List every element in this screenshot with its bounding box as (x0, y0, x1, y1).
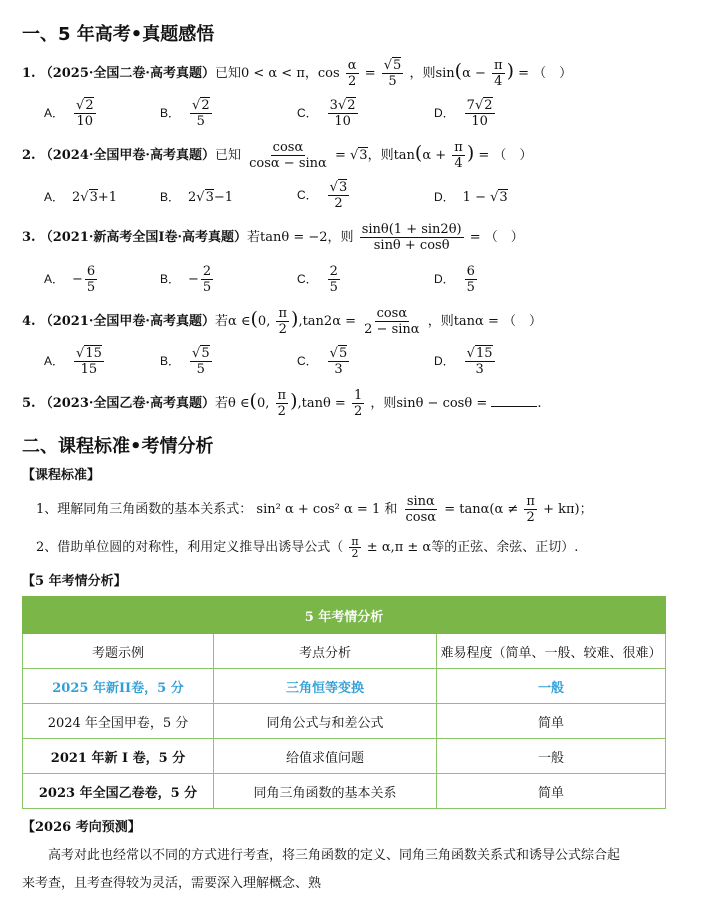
question-2: 2. （2024·全国甲卷·高考真题）已知 $\frac{\cos\alpha}{\cos\alpha - \sin\alpha}$ = √3，则tan(α + $\frac{\pi}{4}$ ) = （ ） (22, 140, 533, 171)
standard-item-2: 2、借助单位圆的对称性，利用定义推导出诱导公式（ $\frac{\pi}{2}$ ± α,π ± α等的正弦、余弦、正切）. (36, 535, 579, 560)
section-title-2: 二、课程标准•考情分析 (22, 436, 214, 457)
q2-option-a: A． 2√3+1 (44, 190, 118, 205)
q1-option-a: A． $\frac{√2}{10}$ (44, 98, 94, 129)
q4-option-b: B． $\frac{√5}{5}$ (160, 346, 210, 377)
q2-option-c: C． $\frac{√3}{2}$ (297, 180, 348, 211)
forecast-paragraph: 高考对此也经常以不同的方式进行考查，将三角函数的定义、同角三角函数关系式和诱导公式综合起 来考查，且考查得较为灵活，需要深入理解概念、熟 (22, 848, 621, 891)
table-row: 2024 年全国甲卷，5 分 同角公式与和差公式 简单 (23, 704, 666, 739)
q4-option-d: D． $\frac{√15}{3}$ (434, 346, 493, 377)
analysis-heading: 【5 年考情分析】 (22, 574, 127, 589)
question-5: 5. （2023·全国乙卷·高考真题）若θ ∈(0, $\frac{\pi}{2}$ ),tanθ = $\frac{1}{2}$ ，则sinθ − cosθ = . (22, 388, 542, 419)
standard-item-1: 1、理解同角三角函数的基本关系式： sin² α + cos² α = 1 和 $\frac{\sin\alpha}{\cos\alpha}$ = tanα(α ≠ $\frac{\pi}{2}$ + kπ)； (36, 494, 593, 525)
table-row: 2023 年全国乙卷卷，5 分 同角三角函数的基本关系 简单 (23, 774, 666, 809)
analysis-table (22, 596, 666, 809)
standard-heading: 【课程标准】 (22, 468, 101, 483)
q1-option-c: C． $\frac{3√2}{10}$ (297, 98, 356, 129)
question-4: 4. （2021·全国甲卷·高考真题）若α ∈(0, $\frac{\pi}{2}$ ),tan2α = $\frac{\cos\alpha}{2 - \sin\alpha}$ ，则tanα = （ ） (22, 306, 542, 337)
q1-option-b: B． $\frac{√2}{5}$ (160, 98, 210, 129)
column-header: 难易程度（简单、一般、较难、很难） (437, 634, 666, 669)
q4-option-a: A． $\frac{√15}{15}$ (44, 346, 102, 377)
q2-option-b: B． 2√3−1 (160, 190, 234, 205)
q1-option-d: D． $\frac{7√2}{10}$ (434, 98, 493, 129)
answer-blank[interactable] (491, 394, 537, 407)
column-header: 考点分析 (214, 634, 437, 669)
q3-option-c: C． $\frac{2}{5}$ (297, 264, 338, 295)
q3-option-a: A． − $\frac{6}{5}$ (44, 264, 96, 295)
fade-overlay (330, 870, 706, 907)
table-title: 5 年考情分析 (23, 597, 666, 634)
q2-option-d: D． 1 − √3 (434, 190, 508, 205)
table-row: 2021 年新 I 卷，5 分 给值求值问题 一般 (23, 739, 666, 774)
forecast-heading: 【2026 考向预测】 (22, 820, 141, 835)
column-header: 考题示例 (23, 634, 214, 669)
q3-option-d: D． $\frac{6}{5}$ (434, 264, 475, 295)
table-row: 2025 年新II卷，5 分 三角恒等变换 一般 (23, 669, 666, 704)
q3-option-b: B． − $\frac{2}{5}$ (160, 264, 212, 295)
question-1: 1. （2025·全国二卷·高考真题）已知0 < α < π，cos $\frac{\alpha}{2}$ = $\frac{√5}{5}$ ，则sin(α − $\frac{\pi}{4}$ ) = （ ） (22, 58, 573, 89)
section-title-1: 一、5 年高考•真题感悟 (22, 24, 215, 45)
question-3: 3. （2021·新高考全国Ⅰ卷·高考真题）若tanθ = −2，则 $\frac{\sin\theta(1 + \sin 2\theta)}{\sin\theta + \cos\theta}$ = （ ） (22, 222, 524, 253)
q4-option-c: C． $\frac{√5}{3}$ (297, 346, 348, 377)
